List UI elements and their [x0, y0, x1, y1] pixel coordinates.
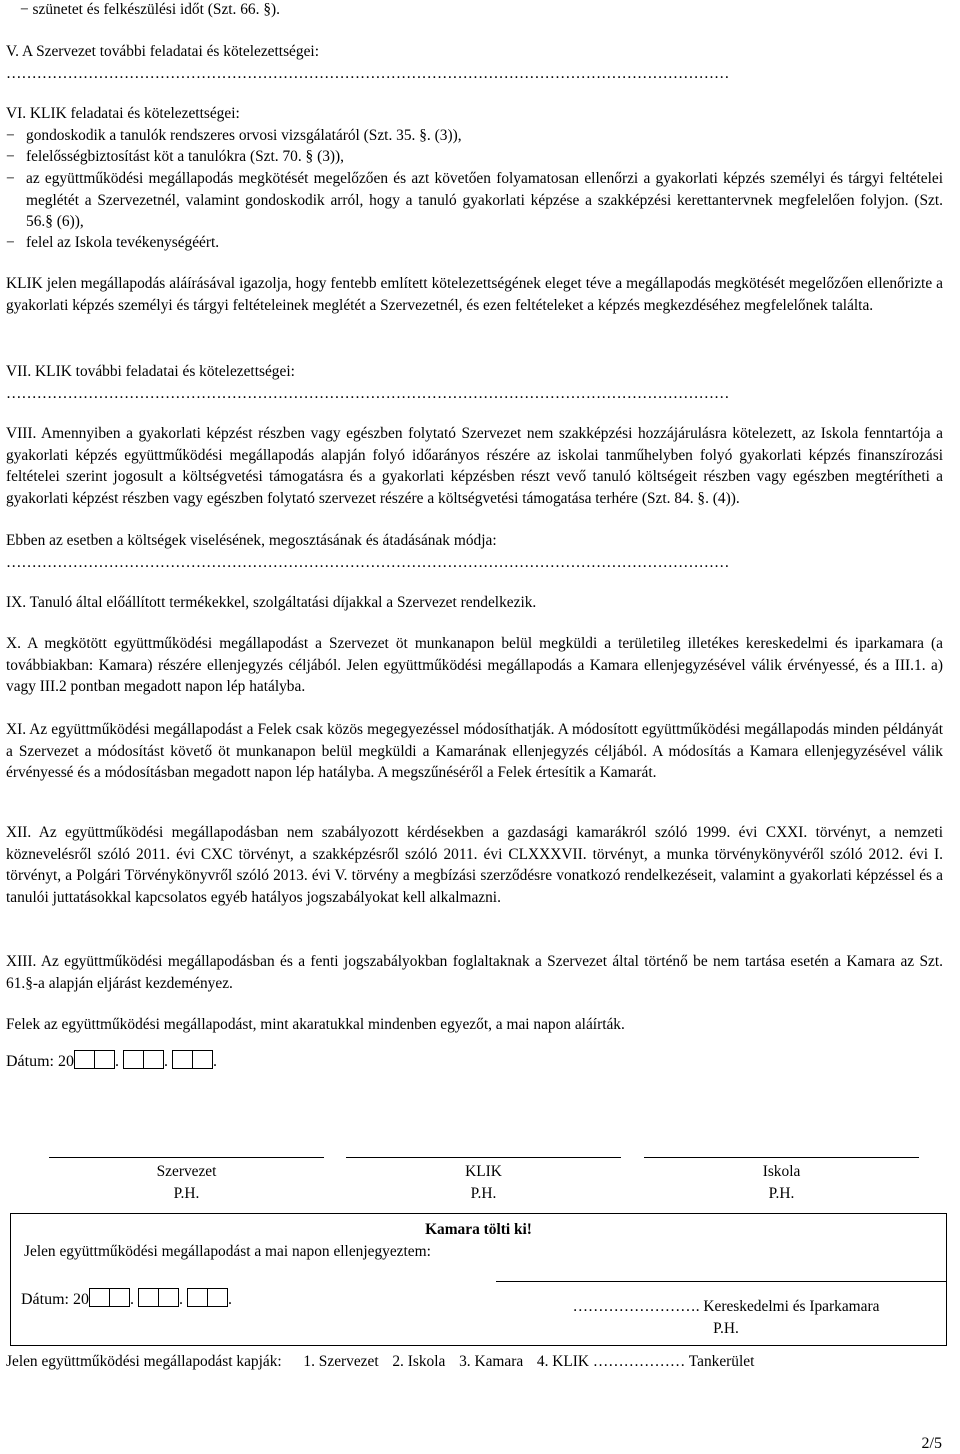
recipient-item: 2. Iskola — [392, 1353, 446, 1370]
dash-bullet: − — [6, 234, 15, 251]
date-box[interactable] — [94, 1050, 115, 1069]
list-item: − az együttműködési megállapodás megkötését megelőzően és azt követően folyamatosan ellenőrzi a gyakorlati képzés személyi és tárgyi feltételei meglétét a Szervezetnél, valamint gondoskodik arról, hogy a tanuló gyakorlati képzése a szakképzési kerettantervnek megfelelően folyjon. (Szt. 56.§ (6)), — [6, 170, 943, 230]
kamara-date-line: Dátum: 20 . . . — [21, 1288, 232, 1310]
kamara-stamp: P.H. — [713, 1320, 739, 1337]
section-vii-heading: VII. KLIK további feladatai és kötelezettségei: — [6, 363, 295, 380]
date-line: Dátum: 20 . . . — [6, 1050, 217, 1072]
date-box[interactable] — [172, 1050, 193, 1069]
recipient-item: 4. KLIK ……………… Tankerület — [536, 1353, 755, 1370]
date-box[interactable] — [158, 1288, 179, 1307]
date-box[interactable] — [123, 1050, 144, 1069]
dash-bullet: − — [6, 127, 15, 144]
dash-bullet: − — [6, 170, 15, 187]
cost-line: Ebben az esetben a költségek viselésének, megosztásának és átadásának módja: — [6, 532, 497, 549]
month-boxes — [123, 1050, 164, 1072]
section-vi-heading: VI. KLIK feladatai és kötelezettségei: — [6, 105, 240, 122]
date-box[interactable] — [109, 1288, 130, 1307]
section-viii-paragraph: VIII. Amennyiben a gyakorlati képzést részben vagy egészben folytató Szervezet nem szakképzési hozzájárulásra kötelezett, az Iskola fenntartója a gyakorlati képzés együttműködési megállapodás alapján folyó időarányos részére az iskolai tanműhelyben folyó gyakorlati képzés finanszírozási feltételei szerint jogosult a költségvetési támogatásra és a gyakorlati képzésben részt vevő tanuló költségeit részben vagy egészben megtérítheti a gyakorlati képzést részben vagy egészben folytató szervezet részére a költségvetési támogatása terhére (Szt. 84. §. (4)). — [6, 425, 943, 507]
signature-iskola: Iskola P.H. — [762, 1163, 801, 1202]
section-x: X. A megkötött együttműködési megállapodást a Szervezet öt munkanapon belül megküldi a területileg illetékes kereskedelmi és iparkamara (a továbbiakban: Kamara) részére ellenjegyzés céljából. Jelen együttműködési megállapodás a Kamara ellenjegyzésével válik érvényessé, és a III.1. a) vagy III.2 pontban megadott napon lép hatályba. — [6, 635, 943, 696]
date-box[interactable] — [74, 1050, 95, 1069]
section-viii-dots: …………………………………………………………………………………………………………………………… — [6, 554, 730, 571]
kamara-line: Jelen együttműködési megállapodást a mai napon ellenjegyeztem: — [24, 1243, 431, 1260]
day-boxes — [172, 1050, 213, 1072]
signature-szervezet: Szervezet P.H. — [156, 1163, 217, 1202]
recipient-item: 3. Kamara — [459, 1353, 524, 1370]
list-item: − felelősségbiztosítást köt a tanulókra (Szt. 70. § (3)), — [6, 146, 943, 168]
date-box[interactable] — [143, 1050, 164, 1069]
year-boxes — [74, 1050, 115, 1072]
top-line: − szünetet és felkészülési időt (Szt. 66. §). — [20, 1, 280, 18]
kamara-chamber: ……………………. Kereskedelmi és Iparkamara P.H. — [511, 1296, 941, 1340]
date-label: Dátum: 20 — [6, 1053, 74, 1070]
kamara-title: Kamara tölti ki! — [425, 1221, 532, 1238]
kamara-signature-line — [496, 1281, 946, 1282]
section-v-heading: V. A Szervezet további feladatai és kötelezettségei: — [6, 43, 319, 60]
date-box[interactable] — [187, 1288, 208, 1307]
section-vii-dots: …………………………………………………………………………………………………………………………… — [6, 385, 730, 402]
signature-line — [346, 1157, 621, 1158]
date-box[interactable] — [89, 1288, 110, 1307]
recipients-label: Jelen együttműködési megállapodást kapják: — [6, 1353, 282, 1370]
section-xii: XII. Az együttműködési megállapodásban nem szabályozott kérdésekben a gazdasági kamarákról szóló 1999. évi CXXI. törvényt, a nemzeti köznevelésről szóló 2011. évi CXC törvényt, a szakképzésről szóló 2011. évi CLXXXVII. törvényt, a munka törvénykönyvéről szóló 2012. évi I. törvényt, a Polgári Törvénykönyvről szóló 2013. évi V. törvény a megbízási szerződésre vonatkozó rendelkezéseit, valamint a gyakorlati képzéssel és a tanulói juttatásokkal kapcsolatos egyéb hatályos jogszabályokat kell alkalmazni. — [6, 824, 943, 906]
section-ix: IX. Tanuló által előállított termékekkel, szolgáltatási díjakkal a Szervezet rendelkezik. — [6, 594, 537, 611]
page-number: 2/5 — [921, 1435, 942, 1452]
klik-paragraph: KLIK jelen megállapodás aláírásával igazolja, hogy fentebb említett kötelezettségének eleget téve a megállapodás megkötését megelőzően ellenőrizte a gyakorlati képzés személyi és tárgyi feltételeinek meglétét a Szervezetnél, és ezen feltételeket a képzés megkezdéséhez megfelelőnek találta. — [6, 275, 943, 314]
section-xi: XI. Az együttműködési megállapodást a Felek csak közös megegyezéssel módosíthatják. A módosított együttműködési megállapodás minden példányát a Szervezet a módosítást követő öt munkanapon belül megküldi a Kamarának ellenjegyzés céljából. A módosítás a Kamara ellenjegyzésével válik érvényessé és a módosításban megadott napon lép hatályba. A megszűnéséről a Felek értesítik a Kamarát. — [6, 721, 943, 782]
list-item: − gondoskodik a tanulók rendszeres orvosi vizsgálatáról (Szt. 35. §. (3)), — [6, 125, 943, 147]
signature-line — [49, 1157, 324, 1158]
dash-bullet: − — [6, 148, 15, 165]
date-box[interactable] — [138, 1288, 159, 1307]
signature-klik: KLIK P.H. — [465, 1163, 502, 1202]
section-xiii: XIII. Az együttműködési megállapodásban és a fenti jogszabályokban foglaltaknak a Szervezet által történő be nem tartása esetén a Kamara az Szt. 61.§-a alapján eljárást kezdeményez. — [6, 953, 943, 992]
signature-line — [644, 1157, 919, 1158]
kamara-box — [10, 1213, 947, 1346]
section-v-dots: …………………………………………………………………………………………………………………………… — [6, 65, 730, 82]
recipients-line — [6, 1352, 943, 1372]
date-box[interactable] — [192, 1050, 213, 1069]
date-box[interactable] — [207, 1288, 228, 1307]
recipient-item: 1. Szervezet — [303, 1353, 379, 1370]
kamara-date-label: Dátum: 20 — [21, 1291, 89, 1308]
agreement-line: Felek az együttműködési megállapodást, mint akaratukkal mindenben egyezőt, a mai napon aláírták. — [6, 1016, 625, 1033]
list-item: − felel az Iskola tevékenységéért. — [6, 232, 943, 254]
